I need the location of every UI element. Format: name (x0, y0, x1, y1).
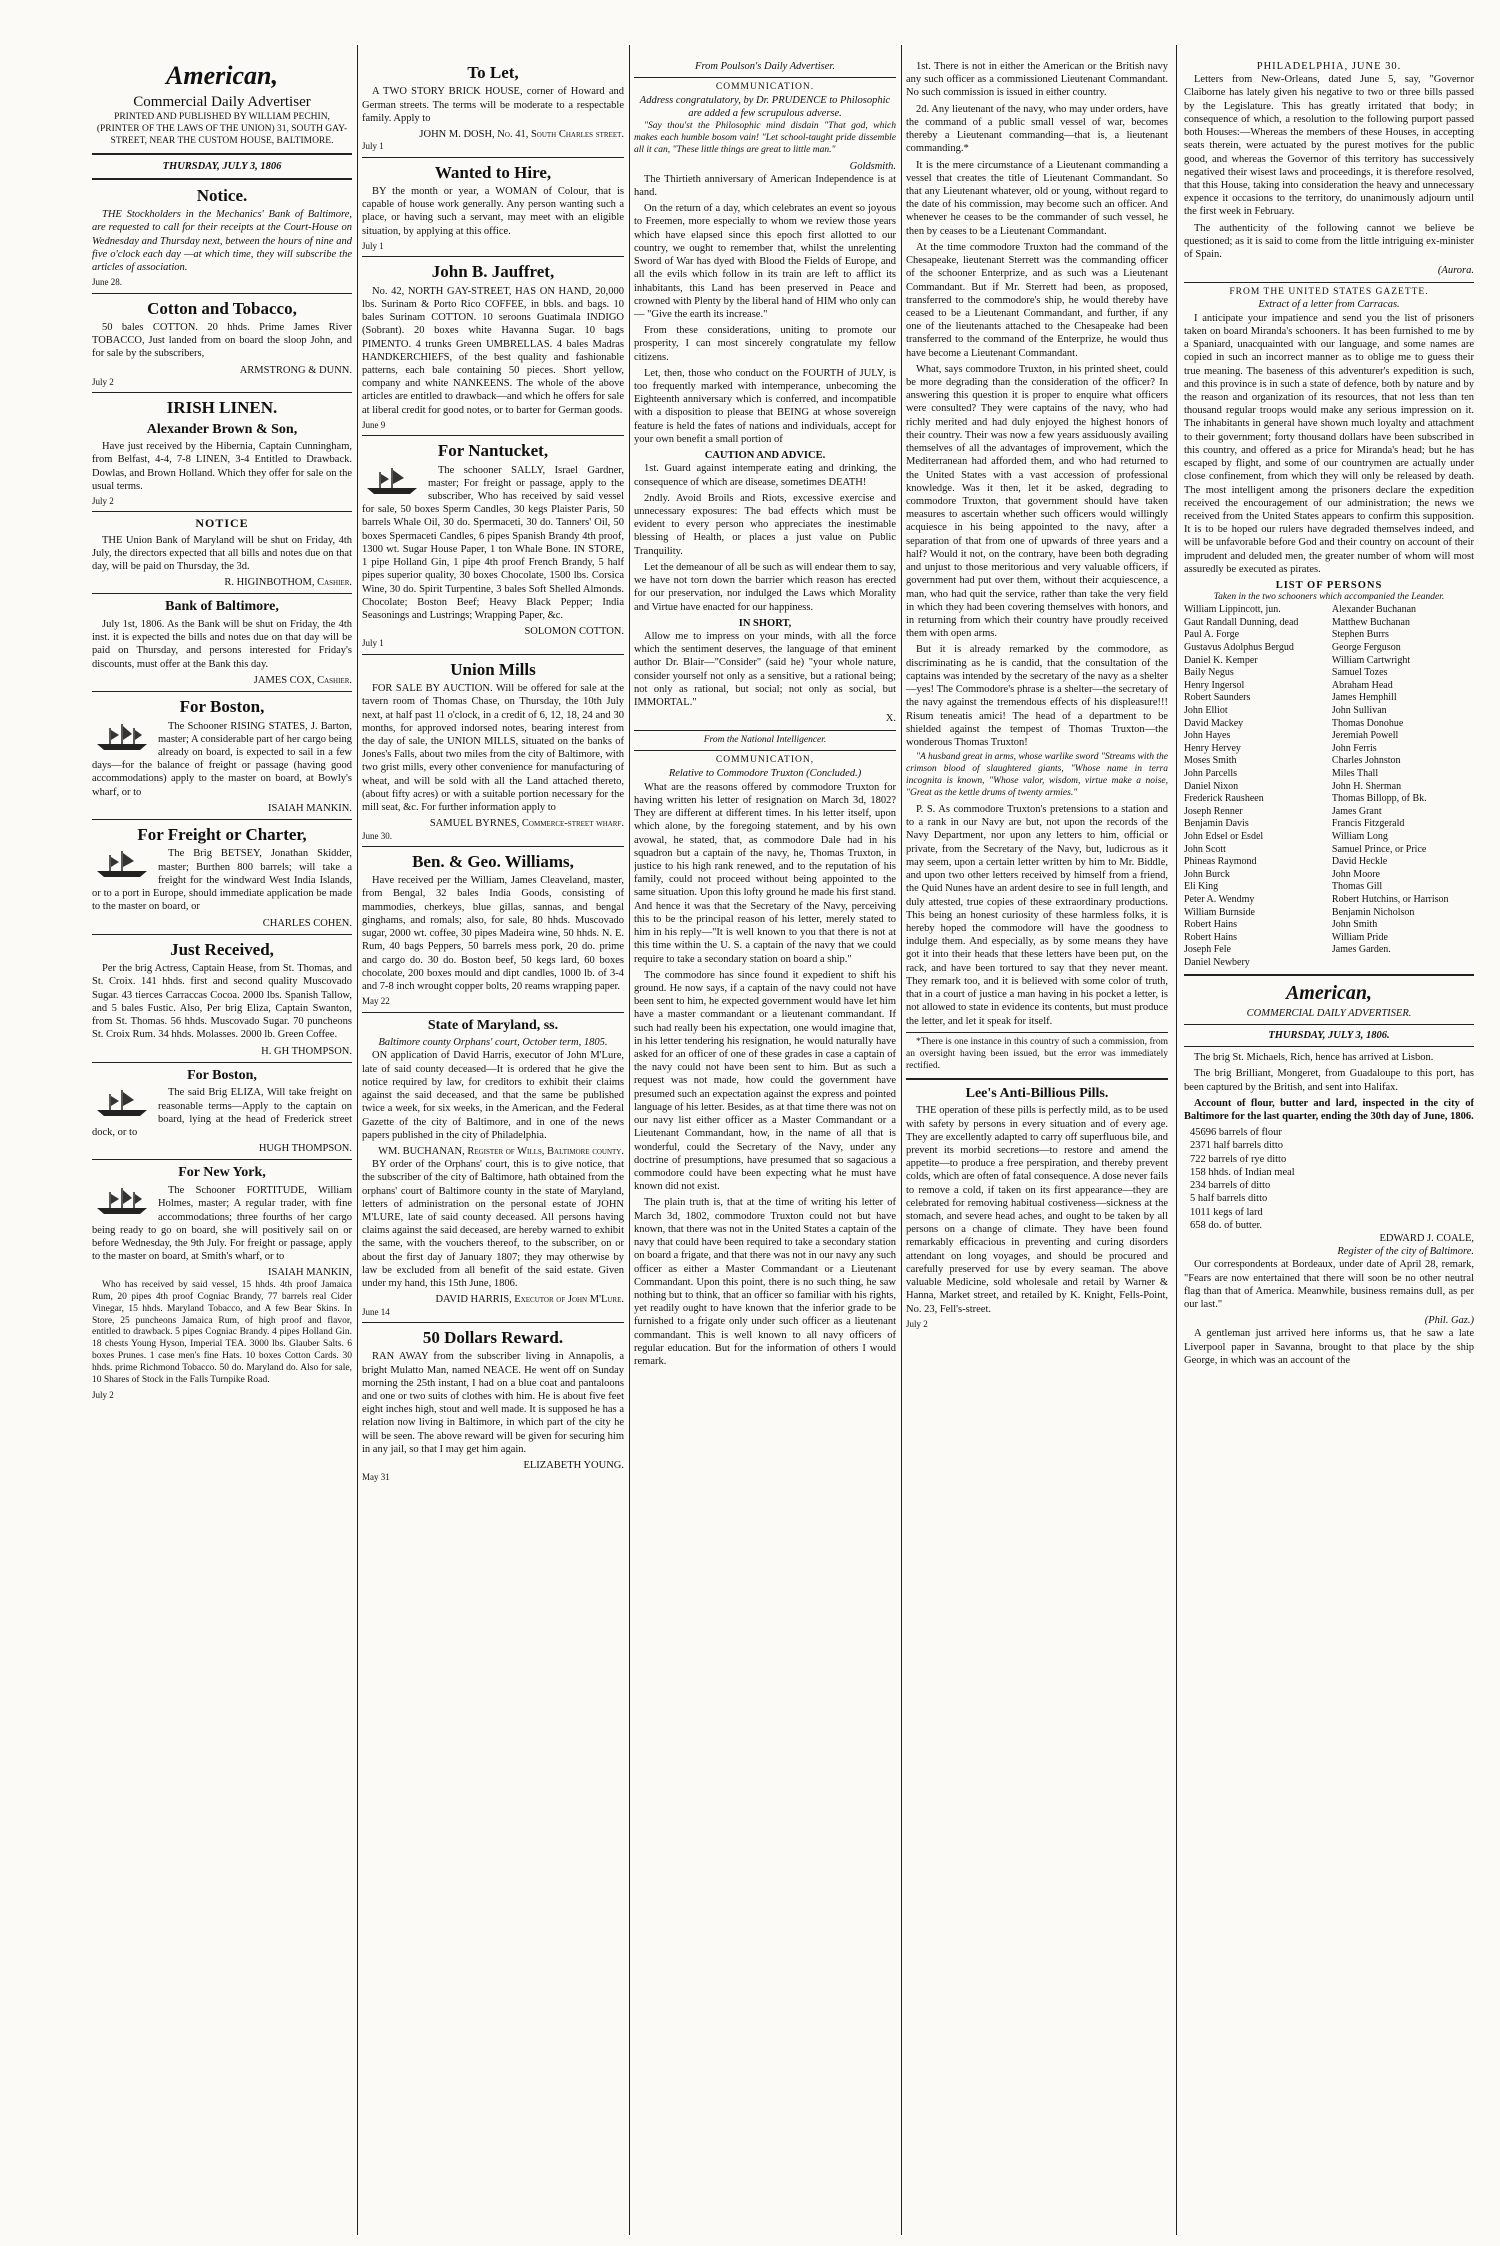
prisoner-name: Benjamin Davis (1184, 818, 1249, 830)
prisoner-name: Francis Fitzgerald (1331, 818, 1405, 830)
prisoner-name: John Smith (1331, 919, 1378, 931)
prisoner-name: Henry Ingersol (1184, 679, 1245, 691)
ship-icon (92, 722, 152, 752)
ad-date: July 2 (92, 1390, 114, 1401)
ad-heading: Bank of Baltimore, (165, 599, 279, 615)
ad-signature: H. GH THOMPSON. (261, 1045, 352, 1057)
ad-firm: Alexander Brown & Son, (146, 421, 298, 437)
article-paragraph: The commodore has since found it expedient to shift his ground. He now says, if a captain of the navy could not have been sent to him, he expected government would have let him have a master commandant or a lieutenant commandant. If such had really been his expectation, one would imagine that, in his letter tendering his resignation, he would naturally have asked for an officer of one of these grades in case a captain of the navy could not have been sent to him. But as such a request was not made, how could the government have presumed such an expectation against the express and pointed language of his letter. Besides, as at that time there was not on our navy list either officer as a Master Commandant or a Lieutenant Commandant, how, in the name of all that is wonderful, could the Secretary of the Navy, under any doctrine of presumptions, have presumed that so sagacious a commodore could have been expecting what he must have known did not exist. (634, 969, 896, 1193)
ad-signature: WM. BUCHANAN, Register of Wills, Baltimore county. (378, 1145, 624, 1157)
prisoner-name: Matthew Buchanan (1331, 616, 1410, 628)
article-source: From Poulson's Daily Advertiser. (695, 61, 835, 72)
linen-ad (92, 397, 352, 507)
ad-signature: ARMSTRONG & DUNN. (239, 364, 352, 376)
received-ad (92, 939, 352, 1058)
inner-masthead-title: American, (1285, 982, 1373, 1005)
article-paragraph: 2ndly. Avoid Broils and Riots, excessive exercise and unnecessary exposures: The bad effects which must be evident to every person who appreciates the inestimable blessing of Health, or places a just value on Public Tranquility. (634, 492, 896, 557)
ship-icon (92, 1088, 152, 1118)
article-paragraph: 1st. There is not in either the American or the British navy any such officer as a commissioned Lieutenant Commandant. No such commission is issued in either country. (906, 61, 1168, 99)
account-row: 722 barrels of rye ditto (1190, 1153, 1287, 1165)
ad-body: BY order of the Orphans' court, this is to give notice, that the subscriber of the city of Baltimore, hath obtained from the orphans' court of Baltimore county in the state of Maryland, letters of administration on the personal estate of JOHN M'LURE, late of said county deceased. All persons having claims against the said deceased, are hereby warned to exhibit the same, with the vouchers thereof, to the subscriber, on or about the first day of January 1807; they may otherwise by law be excluded from all benefit of the said estate. Given under my hand, this 15th June, 1806. (362, 1159, 624, 1290)
column-rule (901, 45, 902, 2235)
ad-body: The Schooner FORTITUDE, William Holmes, master; A regular trader, with fine accommodations; three fourths of her cargo being ready to go on board, she will positively sail on or before Wednesday, the 9th July. For freight or passage, apply to the master on board, at Smith's wharf, or to (92, 1185, 352, 1263)
account-row: 5 half barrels ditto (1190, 1193, 1268, 1205)
ad-heading: Lee's Anti-Billious Pills. (965, 1085, 1109, 1101)
ad-subheading: Baltimore county Orphans' court, October term, 1805. (378, 1037, 608, 1049)
mills-ad (362, 659, 624, 842)
article-verse: "Say thou'st the Philosophic mind disdain "That god, which makes each humble bosom vain! "Let school-taught pride dissemble all it can, "These little things are great to little man." (634, 120, 896, 155)
article-heading: COMMUNICATION, (715, 755, 815, 766)
news-source: FROM THE UNITED STATES GAZETTE. (1229, 286, 1429, 297)
account-row: 45696 barrels of flour (1190, 1127, 1282, 1139)
ad-body: The Schooner RISING STATES, J. Barton, master; A considerable part of her cargo being already on board, is expected to sail in a few days—for the balance of freight or passage (having good accommodations) apply to the master on board, at Bowly's wharf, or to (92, 720, 352, 798)
news-paragraph: The brig St. Michaels, Rich, hence has arrived at Lisbon. (1194, 1052, 1434, 1064)
masthead-title: American, (166, 61, 278, 90)
ad-date: May 22 (362, 996, 390, 1007)
ad-body: Per the brig Actress, Captain Hease, from St. Thomas, and St. Croix. 141 hhds. first and second quality Muscovado Sugar. 43 tierces Carraccas Cocoa. 2000 lbs. Spanish Tallow, and 5 bales Fustic. Also, Per brig Eliza, Captain Swanton, from St. Thomas. 56 hhds. Muscovado Sugar. 70 puncheons St. Croix Rum. 34 hhds. Molasses. 2000 lb. Green Coffee. (92, 963, 352, 1041)
ad-heading: For New York, (178, 1165, 266, 1181)
prisoner-name: Alexander Buchanan (1331, 604, 1417, 616)
prisoner-name: James Hemphill (1331, 692, 1397, 704)
article-heading: COMMUNICATION. (715, 82, 815, 93)
ad-heading: IRISH LINEN. (166, 398, 278, 418)
masthead (92, 60, 352, 180)
article-paragraph: The plain truth is, that at the time of writing his letter of March 3d, 1802, commodore Truxton could not but have known, that there was not in the United States a captain of the navy that could have been required to take a secondary station on board a frigate, and that there was not in our navy any such officer as either a Master Commandant or a Lieutenant Commandant. Upon this point, there is no such thing, he saw nothing but to think, that an officer so familiar with his rights, yet readily ought to have known that the inferior grade to be furnished to a frigate only under such officer as a lieutenant commandant. This is well known to all navy officers of regular education. But for the information of others I would remark. (634, 1197, 896, 1368)
ship-icon (92, 1186, 152, 1216)
nantucket-ad (362, 440, 624, 650)
ad-date: May 31 (362, 1472, 390, 1483)
prisoner-name: Jeremiah Powell (1331, 730, 1399, 742)
prisoner-name: Gaut Randall Dunning, dead (1184, 616, 1299, 628)
prisoner-name: Baily Negus (1184, 667, 1234, 679)
ad-date: June 14 (362, 1306, 390, 1317)
publisher-line: PRINTED AND PUBLISHED BY WILLIAM PECHIN, (PRINTER OF THE LAWS OF THE UNION) 31, SOUTH GAY-STREET, NEAR THE CUSTOM HOUSE, BALTIMORE. (96, 111, 348, 146)
article-signature: X. (885, 713, 896, 725)
prisoner-name: John Scott (1184, 843, 1226, 855)
news-attribution: (Aurora. (1437, 265, 1474, 277)
prisoner-name: Daniel Newbery (1184, 956, 1250, 968)
ship-icon (92, 849, 152, 879)
ad-body: The said Brig ELIZA, Will take freight on reasonable terms—Apply to the captain on board, lying at the head of Frederick street dock, or to (92, 1087, 352, 1139)
ad-heading: For Nantucket, (437, 441, 549, 461)
ad-heading: For Boston, (179, 697, 265, 717)
prisoner-name: William Pride (1331, 931, 1388, 943)
ad-signature: HUGH THOMPSON. (258, 1143, 352, 1155)
ad-date: July 1 (362, 240, 384, 251)
pills-ad (906, 1085, 1168, 1330)
prisoner-name: Phineas Raymond (1184, 856, 1257, 868)
article-paragraph: From these considerations, uniting to promote our prosperity, I can most sincerely congratulate my fellow citizens. (634, 325, 896, 363)
ad-signature: ELIZABETH YOUNG. (523, 1460, 624, 1472)
list-heading: LIST OF PERSONS (1275, 580, 1383, 592)
prisoner-name: Robert Saunders (1184, 692, 1251, 704)
prisoner-name: Thomas Donohue (1331, 717, 1404, 729)
inner-masthead-date: THURSDAY, JULY 3, 1806. (1268, 1029, 1390, 1041)
ad-body: THE Union Bank of Maryland will be shut on Friday, 4th July, the directors expected that all bills and notes due on that day, will be paid on Thursday, the 3d. (92, 534, 352, 572)
notice2-ad (92, 516, 352, 589)
prisoner-name: John Edsel or Esdel (1184, 830, 1264, 842)
ad-body: Have just received by the Hibernia, Captain Cunningham, from Belfast, 4-4, 7-8 LINEN, 3-4 Entitled to Drawback. Dowlas, and Brown Holland. Which they offer for sale on the usual terms. (92, 441, 352, 492)
prisoner-name: James Grant (1331, 805, 1382, 817)
prisoner-name: Robert Hains (1184, 919, 1238, 931)
ad-signature: DAVID HARRIS, Executor of John M'Lure. (435, 1294, 624, 1306)
account-list (1184, 1126, 1474, 1232)
ad-heading: State of Maryland, ss. (427, 1017, 559, 1033)
williams-ad (362, 851, 624, 1008)
news-paragraph: Letters from New-Orleans, dated June 5, say, "Governor Claiborne has lately given his negative to two or three bills passed by the Legislature. This has greatly irritated that body; in consequence of which, a resolution to the following purport passed both Houses:—Whereas the members of these Houses, in accepting seats therein, were actuated by the purest motives for the public good, and whereas the Governor of this territory has successively negatived their wisest laws and proceedings, it is therefore resolved, that this House, taking into consideration the heavy and unnecessary expence it occasions to the territory, do unanimously adjourn until the first week in February. (1184, 74, 1474, 218)
list-subheading: Taken in the two schooners which accompanied the Leander. (1213, 592, 1445, 603)
reward-ad (362, 1327, 624, 1484)
news-paragraph: Our correspondents at Bordeaux, under date of April 28, remark, "Fears are now entertained that there will soon be no other neutral flag than that of America. Meanwhile, business remains dull, as per our last." (1184, 1259, 1474, 1311)
ad-body: THE Stockholders in the Mechanics' Bank of Baltimore, are requested to call for their receipts at the Court-House on Wednesday and Thursday next, between the hours of nine and five o'clock each day —at which time, they will subscribe the articles of association. (92, 209, 352, 274)
ad-date: July 2 (92, 376, 114, 387)
boston2-ad (92, 1067, 352, 1156)
ad-signature: R. HIGINBOTHOM, Cashier. (224, 577, 352, 589)
article-subheading: Relative to Commodore Truxton (Concluded.) (668, 768, 862, 780)
prisoner-name: David Mackey (1184, 717, 1244, 729)
account-row: 1011 kegs of lard (1190, 1206, 1263, 1218)
prisoner-name: John Sullivan (1331, 705, 1387, 716)
prisoner-name: Paul A. Forge (1184, 629, 1240, 641)
account-row: 158 hhds. of Indian meal (1190, 1166, 1295, 1178)
ad-signature: CHARLES COHEN. (262, 917, 352, 929)
news-paragraph: I anticipate your impatience and send you the list of prisoners taken on board Miranda's schooners. It has been furnished to me by a Spaniard, unacquainted with our language, and some names are copied in such an incorrect manner as to oblige me to guess their true meaning. The baseness of this adventurer's expedition is such, and this province is in such a state of defence, both by nature and by the reason and organization of its resources, that not less than ten thousand regular troops would make any serious impression on it. The inhabitants in general have shown much loyalty and attachment to their government; forty thousand dollars have been subscribed in this country, and offered as a price for Miranda's head; but he has escaped by flight, and some of our countrymen are actually under close confinement, from which they will only be released by death. The most intelligent among the prisoners declare the expedition received the encouragement of our administration; the news we received from the United States appears to confirm this supposition. It is to be hoped our rulers have degraded themselves indeed, and will be unfavorable before God and their country on account of their imprudent and deluded men, the greater number of whom will most assuredly be executed as pirates. (1184, 312, 1474, 575)
ad-date: July 1 (362, 638, 384, 649)
ad-signature: ISAIAH MANKIN. (268, 802, 352, 814)
tolet-ad (362, 62, 624, 153)
ad-body: 50 bales COTTON. 20 hhds. Prime James River TOBACCO, Just landed from on board the sloop John, and for sale by the subscribers, (92, 322, 352, 360)
wanted-ad (362, 162, 624, 253)
column-1 (92, 60, 352, 2230)
prisoner-name: Charles Johnston (1331, 755, 1401, 767)
prisoner-name: David Heckle (1331, 856, 1388, 868)
prisoner-name: William Cartwright (1331, 654, 1411, 666)
column-2 (362, 60, 624, 2230)
prisoner-name: Daniel Nixon (1184, 780, 1239, 792)
article-paragraph: At the time commodore Truxton had the command of the Chesapeake, lieutenant Sterrett was the commanding officer of the schooner Enterprize, and as such was a Lieutenant Commandant. But if Mr. Sterrett had been, as proposed, transferred to the commodore's ship, he would thereby have ceased to be a Lieutenant Commandant, and further, if any one of the lieutenants attached to the Chesapeake had been transferred to the command of the Enterprize, he would thus have become a Lieutenant Commandant. (906, 241, 1168, 359)
article-footnote: *There is one instance in this country of such a commission, from an oversight having been issued, but the error was immediately rectified. (906, 1036, 1168, 1071)
prisoner-name: Moses Smith (1184, 755, 1237, 767)
news-paragraph: The brig Brilliant, Mongeret, from Guadaloupe to this port, has been captured by the British, and sent into Halifax. (1184, 1068, 1474, 1093)
prisoner-name: Thomas Gill (1331, 881, 1383, 893)
ad-date: June 9 (362, 419, 386, 430)
prisoner-name: William Lippincott, jun. (1184, 604, 1281, 616)
article-paragraph: It is the mere circumstance of a Lieutenant commanding a vessel that creates the title of Lieutenant Commandant. So that any Lieutenant whatever, old or young, without regard to the date of his commission, may become such an officer. And whenever he ceases to be the commander of such vessel, he then by ceases to be a Lieutenant Commandant. (906, 159, 1168, 237)
prisoner-name: John Moore (1331, 868, 1380, 880)
prisoner-name: Robert Hutchins, or Harrison (1331, 893, 1449, 905)
ad-body: FOR SALE BY AUCTION. Will be offered for sale at the tavern room of Thomas Chase, on Thursday, the 10th July next, at half past 11 o'clock, in a credit of 6, 12, 18, 24 and 30 months, for approved indorsed notes, bearing interest from the day of sale, the UNION MILLS, situated on the banks of Jones's Falls, about two miles from the city of Baltimore, with two grist mills, every other convenience for manufacturing of wheat, and will be sold with all the Land attached thereto, (about fifty acres) or with a suitable portion necessary for the mill seat, &c. For further information apply to (362, 683, 624, 814)
article-paragraph: What, says commodore Truxton, in his printed sheet, could be more degrading than the consideration of the officer? In answering this question it is proper to enquire what officers were consulted? They were captains of the navy, who had richly merited and had duly enjoyed the highest honors of their country. Their was now a few years assiduously availing themselves of all the advantages of improvement, which the Mediterranean had afforded them, and who had returned to the United States with a vast accession of professional knowledge. Was it then, let it be asked, degrading to commodore Truxton, that government should have taken measures to ascertain whether such officers would willingly acquiesce in his being appointed to the navy, after a separation of that from one of upwards of three years and a half? Would it not, on the contrary, have been both degrading and unjust to those meritorious and very valuable officers, if government had put over them, without their acquiescence, a man, who had quit the service, rather than take the very field in which they had been covering themselves with honors, and in returning from which their country have proudly received them with open arms. (906, 363, 1168, 640)
column-4 (906, 60, 1168, 2230)
prisoner-list-right (1332, 604, 1474, 969)
prisoner-name: Samuel Prince, or Price (1331, 843, 1427, 855)
account-signature-title: Register of the city of Baltimore. (1337, 1246, 1474, 1258)
prisoner-name: Miles Thall (1331, 767, 1379, 779)
ship-icon (362, 466, 422, 496)
news-attribution: (Phil. Gaz.) (1424, 1315, 1474, 1327)
ad-body-extra: Who has received by said vessel, 15 hhds. 4th proof Jamaica Rum, 20 pipes 4th proof Cogniac Brandy, 77 barrels real Cider Vinegar, 15 hhds. Maryland Tobacco, and A few Bear Skins. In Store, 25 puncheons Jamaica Rum, of high proof and flavor, entitled to drawback. 5 pipes Cogniac Brandy. 4 pipes Holland Gin. 18 chests Young Hyson, Imperial TEA. 3000 lbs. Glauber Salts. 6 boxes Prunes. 1 case men's fine Hats. 10 boxes Cotton Cards. 30 hhds. prime Richmond Tobacco. 50 do. Maryland do. Also for sale, 10 Shares of Stock in the Falls Turnpike Road. (92, 1279, 352, 1386)
account-heading: Account of flour, butter and lard, inspected in the city of Baltimore for the last quarter, ending the 30th day of June, 1806. (1184, 1097, 1474, 1122)
prisoner-name: John H. Sherman (1331, 780, 1402, 792)
account-row: 658 do. of butter. (1190, 1219, 1263, 1231)
news-subheading: Extract of a letter from Carracas. (1258, 299, 1400, 311)
prisoner-name: Eli King (1184, 881, 1219, 893)
article-paragraph: Let, then, those who conduct on the FOURTH of JULY, is too frequently marked with intemperance, unbecoming the Eighteenth anniversary which is conferred, and incompatible with a disposition to please that BEING at whose sovereign feature is held the fates of nations and individuals, accept for your own benefit a small portion of (634, 367, 896, 445)
prisoner-name: John Hayes (1184, 730, 1231, 742)
prisoner-name: Abraham Head (1331, 679, 1393, 691)
ad-signature: JAMES COX, Cashier. (253, 674, 352, 686)
prisoner-name: James Garden. (1331, 944, 1391, 956)
newyork-ad (92, 1164, 352, 1401)
prisoner-list-left (1184, 604, 1326, 969)
column-3 (634, 60, 896, 2230)
ad-heading: 50 Dollars Reward. (422, 1327, 564, 1347)
article-paragraph: On the return of a day, which celebrates an event so joyous to Freemen, more especially to whom we review those years which have elapsed since this epoch first allotted to our country, we ought to remember that, whilst the unrelenting Sword of War has dyed with Blood the Fields of Europe, and all the evils which follow in its train are left to afflict its inhabitants, this Land has been preserved in Peace and crowned with Plenty by the liberal hand of HIM who only can — "Give the earth its increase." (634, 203, 896, 320)
ad-heading: For Freight or Charter, (137, 825, 307, 845)
news-paragraph: The authenticity of the following cannot we believe be questioned; as it is said to come from the little intriguing ex-minister of Spain. (1184, 222, 1474, 261)
ad-heading: Wanted to Hire, (434, 162, 552, 182)
ad-date: July 2 (906, 1318, 928, 1329)
column-rule (1176, 45, 1177, 2235)
prisoner-name: Samuel Tozes (1331, 667, 1388, 679)
article-paragraph: 2d. Any lieutenant of the navy, who may under orders, have the command of a public small vessel of war, becomes thereby a Lieutenant commanding—that is, a lieutenant commanding.* (906, 103, 1168, 155)
account-row: 234 barrels of ditto (1190, 1180, 1271, 1192)
ad-body: RAN AWAY from the subscriber living in Annapolis, a bright Mulatto Man, named NEACE. He went off on Sunday morning the 25th instant, I had on a blue coat and pantaloons and one or two suits of clothes with him. He is about five feet eight inches high, stout and well made. It is supposed he has a relation now living in Baltimore, in which part of the city he will be seen. The above reward will be given for securing him in any jail, so that I may get him again. (362, 1351, 624, 1455)
cotton-ad (92, 298, 352, 389)
ad-heading: John B. Jauffret, (431, 262, 555, 282)
article-verse: "A husband great in arms, whose warlike sword "Streams with the crimson blood of slaughtered giants, "Whose name in terra incognita is known, "Whose valor, wisdom, virtue make a noise, "Great as the kettle drums of twenty armies." (906, 752, 1168, 799)
maryland-ad (362, 1017, 624, 1318)
account-row: 2371 half barrels ditto (1190, 1140, 1284, 1152)
verse-attribution: Goldsmith. (849, 160, 896, 172)
prisoner-name: John Parcells (1184, 767, 1238, 779)
article-subheading: IN SHORT, (738, 617, 792, 629)
prisoner-name: Joseph Renner (1184, 805, 1243, 817)
prisoner-name: Daniel K. Kemper (1184, 654, 1258, 666)
ad-body: July 1st, 1806. As the Bank will be shut on Friday, the 4th inst. it is expected the bills and notes due on that day will be paid on Thursday, and persons interested for Friday's discounts, must offer at the Bank this day. (92, 619, 352, 670)
boston-ad (92, 696, 352, 815)
ad-heading: Notice. (196, 185, 248, 205)
ad-signature: ISAIAH MANKIN, (268, 1267, 352, 1279)
article-paragraph: Let the demeanour of all be such as will endear them to say, we have not torn down the barrier which reason has erected for our preservation, nor indulged the Laws which Morality and Virtue have enacted for our happiness. (634, 561, 896, 613)
article-source: From the National Intelligencer. (703, 734, 827, 745)
ad-signature: SOLOMON COTTON. (524, 626, 624, 638)
article-paragraph: But it is already remarked by the commodore, as discriminating as he is candid, that the consultation of the captains was intended by the secretary of the navy as a shelter—yes! The Commodore's phrase is a shelter—the secretary of the navy against the tremendous effects of his displeasure!!! Risum teneatis amici! The head of a department to be shielded against the tempest of Thomas Truxton—the wonderous Thomas Truxton! (906, 644, 1168, 748)
prisoner-name: John Ferris (1331, 742, 1377, 754)
ad-signature: SAMUEL BYRNES, Commerce-street wharf. (429, 818, 624, 830)
column-rule (357, 45, 358, 2235)
prisoner-name: John Elliot (1184, 705, 1228, 716)
prisoner-name: Henry Hervey (1184, 742, 1241, 754)
ad-body: No. 42, NORTH GAY-STREET, HAS ON HAND, 20,000 lbs. Surinam & Porto Rico COFFEE, in bbls. and bags. 10 bales Surinam COTTON. 10 seroons Guatimala INDIGO (Sobrant). 20 boxes white Havanna Sugar. 10 bags PIMENTO. 4 trunks Green UMBRELLAS. 4 bales Madras HANDKERCHIEFS, of the best quality and fashionable patterns, each bale containing 50 pieces. Short yellow, company and white NANKEENS. The whole of the above articles are entitled to drawback—and which he offers for sale at liberal credit for good notes, or to barter for German goods. (362, 285, 624, 416)
prisoner-name: Benjamin Nicholson (1331, 906, 1415, 918)
prisoner-name: Stephen Burrs (1331, 629, 1389, 641)
article-subheading: CAUTION AND ADVICE. (704, 450, 826, 462)
column-rule (629, 45, 630, 2235)
masthead-subtitle: Commercial Daily Advertiser (133, 93, 311, 110)
ad-body: THE operation of these pills is perfectly mild, as to be used with safety by persons in every situation and of every age. They are excellently adapted to carry off superfluous bile, and prevent its morbid secretions—to restore and amend the appetite—to produce a free perspiration, and thereby prevent colds, which are often of fatal consequence. A dose never fails to remove a cold, if taken on its first appearance—they are celebrated for removing habitual costiveness—sickness at the stomach, and severe head aches, and ought to be taken by all persons on a change of climate. They have been found remarkably efficacious in preventing and curing disorders attendant on long voyages, and should be procured and carefully preserved for use by every seaman. The above valuable Medicine, sold wholesale and retail by Warner & Hanna, Market street, and retailed by K. Knight, Fells-Point, No. 23, Fell's-street. (906, 1105, 1168, 1315)
prisoner-name: Thomas Billopp, of Bk. (1331, 793, 1427, 805)
charter-ad (92, 824, 352, 930)
account-signature: EDWARD J. COALE, (1379, 1232, 1474, 1244)
article-paragraph: 1st. Guard against intemperate eating and drinking, the consequence of which are disease, sometimes DEATH! (634, 463, 896, 488)
bank-ad (92, 598, 352, 687)
prisoner-name: William Burnside (1184, 906, 1255, 918)
article-paragraph: The Thirtieth anniversary of American Independence is at hand. (634, 173, 896, 198)
news-dateline: PHILADELPHIA, JUNE 30. (1256, 61, 1402, 72)
inner-masthead-subtitle: COMMERCIAL DAILY ADVERTISER. (1246, 1007, 1412, 1019)
masthead-date: THURSDAY, JULY 3, 1806 (162, 160, 282, 172)
article-paragraph: P. S. As commodore Truxton's pretensions to a station and to a rank in our Navy are but, not upon the records of the Navy Department, nor upon any letters to him, official or private, from the Secretary of the Navy, but, ludicrous as it may seem, upon a certain letter written by him to Mr. Biddle, and upon two other letters received by himself from a friend, the Quid Nunes have an ardent desire to see in full length, and duly attested, true copies of these extraordinary productions. This being an honest curiosity of these harmless folks, it is hereby hoped the commodore will have the goodness to indulge them. And especially, as by some means they have got it into their heads that these letters have been put, on the rack, and have been tortured to say that they never meant. They remark too, and it is believed with some color of truth, that in a court of justice a man having in his pocket a letter, is not allowed to state in evidence its contents, but must produce the letter, and let it speak for itself. (906, 804, 1168, 1027)
prisoner-name: Gustavus Adolphus Bergud (1184, 642, 1294, 654)
ad-body: BY the month or year, a WOMAN of Colour, that is capable of house work generally. Any person wanting such a place, or having such a servant, may meet with an eligible situation, by applying at this office. (362, 186, 624, 237)
prisoner-name: Peter A. Wendmy (1184, 893, 1255, 905)
article-paragraph: Allow me to impress on your minds, with all the force which the sentiment deserves, the language of that eminent author Dr. Blair—"Consider" (said he) "your whole nature, consider yourself not only as a sensitive, but a rational being; not only as rational, but social; not only as social, but IMMORTAL." (634, 630, 896, 709)
article-paragraph: What are the reasons offered by commodore Truxton for having written his letter of resignation on March 3d, 1802? They are different at different times. In his letter itself, upon which alone, by the foregoing statement, and by his own avowal, he stated, that, as commodore Dale had in his squadron but a captain of the navy, he, Thomas Truxton, in justice to his high rank renewed, and to the reputation of his family, could not proceed without being appointed to the same situation. Upon this lofty ground he made his first stand. And hence it was that the Secretary of the Navy, perceiving this to be the principal reason of his letter, merely stated to him in his reply—"It is well known to you that there is not at this time within the U. S. a captain of the navy that we could require to take a secondary station on board a ship." (634, 781, 896, 965)
ad-body: ON application of David Harris, executor of John M'Lure, late of said county deceased—It is ordered that he give the notice required by law, for creditors to exhibit their claims against the said deceased, and that the same be published twice a week, for six weeks, in the American, and the Federal Gazette of the city of Baltimore, and in one of the news papers published in the city of Philadelphia. (362, 1050, 624, 1141)
ad-date: June 30. (362, 830, 392, 841)
ad-body: A TWO STORY BRICK HOUSE, corner of Howard and German streets. The terms will be moderate to a respectable family. Apply to (362, 86, 624, 124)
jauffret-ad (362, 261, 624, 431)
prisoner-name: Joseph Fele (1184, 944, 1231, 956)
article-subheading: Address congratulatory, by Dr. PRUDENCE to Philosophic are added a few scrupulous adverse. (639, 95, 891, 120)
news-paragraph: A gentleman just arrived here informs us, that he saw a late Liverpool paper in Savanna, brought to that place by the ship George, in which was an account of the (1184, 1328, 1474, 1366)
prisoner-name: George Ferguson (1331, 642, 1401, 654)
ad-body: The Brig BETSEY, Jonathan Skidder, master; Burthen 800 barrels; will take a freight for the windward West India Islands, or to a port in Europe, should immediate application be made to the master on board, or (92, 848, 352, 913)
ad-body: Have received per the William, James Cleaveland, master, from Bengal, 32 bales India Goods, consisting of mammodies, cherkeys, blue gillas, sannas, and bengal ginghams, and romals; also, for sale, 80 hhds. Muscovado sugar, 2000 wt. coffee, 30 pipes Madeira wine, 50 hhds. N. E. Rum, 40 bags Peppers, 50 barrels mess pork, 20 do. prime and cargo do. 30 do. Boston beef, 50 kegs lard, 60 boxes chocolate, 200 boxes mould and dipt candles, 1000 lb. of 3-4 and 7-8 inch wrought copper bolts, 20 reams wrapping paper. (362, 875, 624, 993)
column-5 (1184, 60, 1474, 2230)
ad-signature: JOHN M. DOSH, No. 41, South Charles street. (419, 129, 624, 141)
ad-heading: NOTICE (195, 516, 249, 531)
prisoner-list (1184, 604, 1474, 969)
ad-heading: For Boston, (187, 1067, 257, 1083)
ad-heading: Ben. & Geo. Williams, (412, 851, 574, 871)
prisoner-name: William Long (1331, 830, 1388, 842)
ad-heading: Cotton and Tobacco, (147, 298, 297, 318)
ad-heading: Union Mills (450, 659, 536, 679)
prisoner-name: Frederick Rausheen (1184, 793, 1264, 805)
prisoner-name: John Burck (1184, 868, 1230, 880)
ad-date: July 2 (92, 496, 114, 507)
ad-heading: Just Received, (170, 939, 274, 959)
prisoner-name: Robert Hains (1184, 931, 1238, 943)
notice-ad (92, 185, 352, 289)
ad-body: The schooner SALLY, Israel Gardner, master; For freight or passage, apply to the subscriber, Who has received by said vessel for sale, 50 boxes Sperm Candles, 30 kegs Plaister Paris, 50 barrels Whale Oil, 30 do. Spermaceti, 30 do. Tanners' Oil, 50 boxes Spermaceti Candles, 6 pipes Spanish Brandy 4th proof, 1300 wt. Sugar House Paper, 1 ton Whale Bone. IN STORE, 1 pipe Holland Gin, 1 pipe 4th proof French Brandy, 5 half pipes superior quality, 30 boxes Chocolate, 1500 lbs. Corsica Wine, 30 do. Spirit Turpentine, 3 bales Soft Shelled Almonds. Chocolate; Boston Beef; Heavy Black Pepper; India Seasonings and Lustrings; Wrapping Paper, &c. (362, 464, 624, 621)
ad-date: July 1 (362, 141, 384, 152)
ad-date: June 28. (92, 277, 122, 288)
ad-heading: To Let, (467, 63, 519, 82)
